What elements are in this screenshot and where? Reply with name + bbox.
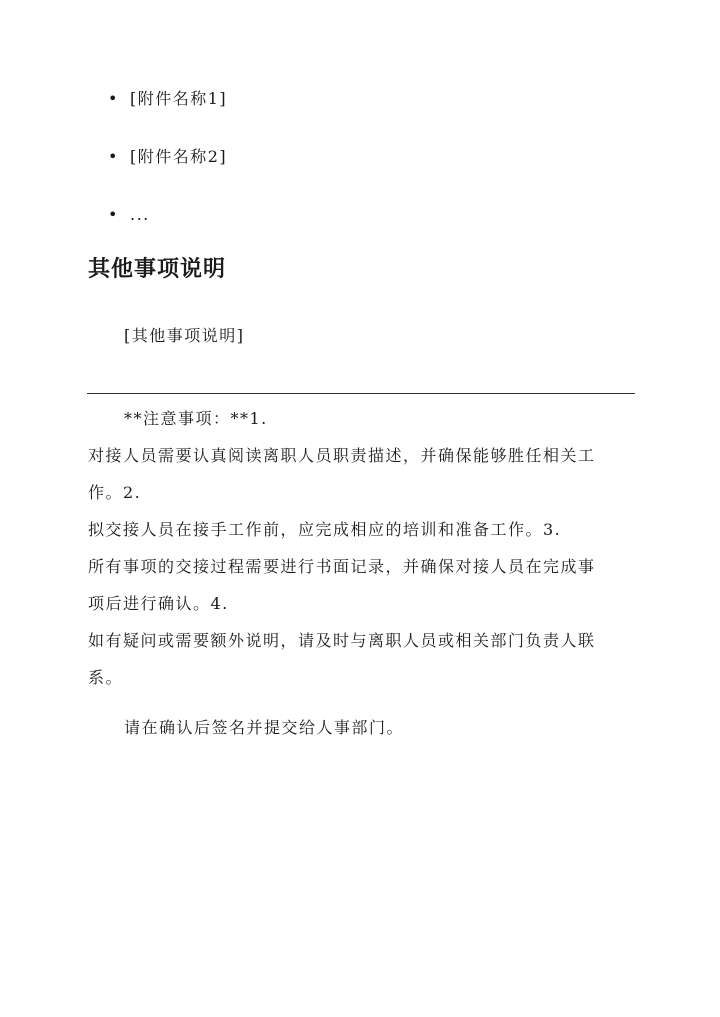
bullet-icon: • — [108, 147, 119, 166]
notes-section — [88, 400, 636, 746]
attachment-name: [附件名称1] — [130, 89, 228, 108]
notes-line: 拟交接人员在接手工作前，应完成相应的培训和准备工作。3. — [88, 520, 562, 539]
bullet-icon: • — [108, 205, 119, 224]
list-item — [108, 142, 227, 200]
notes-line: 项后进行确认。4. — [88, 594, 229, 613]
attachment-name: [附件名称2] — [130, 147, 228, 166]
attachment-name: ... — [130, 205, 150, 224]
closing-instruction: 请在确认后签名并提交给人事部门。 — [124, 718, 405, 737]
list-item — [108, 200, 227, 258]
section-title-other-matters: 其他事项说明 — [88, 256, 227, 282]
bullet-icon: • — [108, 89, 119, 108]
notes-line: 系。 — [88, 668, 124, 687]
horizontal-divider — [87, 393, 635, 394]
attachment-list — [108, 84, 227, 258]
list-item — [108, 84, 227, 142]
other-matters-placeholder: [其他事项说明] — [124, 326, 245, 345]
notes-line: 作。2. — [88, 483, 142, 502]
notes-line: 所有事项的交接过程需要进行书面记录，并确保对接人员在完成事 — [88, 557, 596, 576]
notes-line: 对接人员需要认真阅读离职人员职责描述，并确保能够胜任相关工 — [88, 446, 596, 465]
notes-heading: **注意事项：**1. — [124, 409, 268, 428]
notes-line: 如有疑问或需要额外说明，请及时与离职人员或相关部门负责人联 — [88, 631, 596, 650]
